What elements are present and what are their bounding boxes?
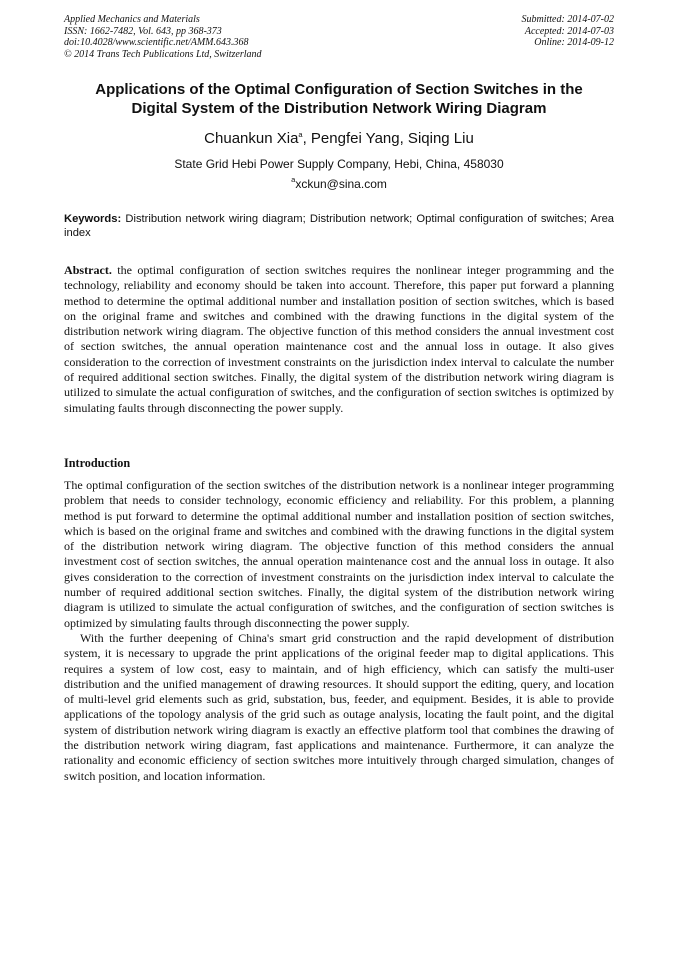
keywords-section [64, 212, 614, 240]
introduction-heading: Introduction [64, 456, 131, 470]
journal-name: Applied Mechanics and Materials [64, 14, 200, 25]
doi: doi:10.4028/www.scientific.net/AMM.643.368 [64, 37, 249, 48]
keywords-text: Distribution network wiring diagram; Distribution network; Optimal configuration of switches; Area index [64, 213, 615, 239]
accepted-date: Accepted: 2014-07-03 [524, 25, 614, 37]
title-line-2: Digital System of the Distribution Network Wiring Diagram [131, 100, 547, 117]
author-first-superscript: a [298, 130, 303, 139]
online-date: Online: 2014-09-12 [534, 37, 614, 48]
introduction-paragraph-2: With the further deepening of China's smart grid construction and the rapid development of distribution system, it is necessary to upgrade the print applications of the original feeder map to digital applications. This requires a system of low cost, easy to maintain, and of high efficiency, which can satisfy the multi-user distribution and the unified management of drawing resources. It should support the editing, query, and location of multi-level grid elements such as grid, substation, bus, feeder, and equipment. Besides, it is able to provide applications of the topology analysis of the grid such as outage analysis, locating the fault point, and the digital system of distribution network wiring diagram is exactly an effective platform tool that combines the drawing of the distribution network wiring diagram, fast applications and maintenance. Furthermore, it can analyze the rationality and economic efficiency of section switches more intuitively through charged simulation, changes of switch position, and location information. [64, 630, 614, 783]
issn-volume-pages: ISSN: 1662-7482, Vol. 643, pp 368-373 [64, 25, 222, 37]
abstract-label: Abstract. [64, 263, 112, 277]
journal-info [64, 14, 262, 60]
copyright: © 2014 Trans Tech Publications Ltd, Switzerland [64, 48, 262, 60]
author-list [64, 130, 614, 148]
abstract-text: the optimal configuration of section switches requires the nonlinear integer programming and the technology, reliability and economy should be taken into account. Therefore, this paper put forward a planning method to determine the optimal additional number and installation position of section switches, which is based on the original frame and switches and combined with the drawing functions in the digital system of the distribution network wiring diagram. The objective function of this method considers the annual investment cost of section switches, the annual operation maintenance cost and the annual loss in outage. It also gives consideration to the correction of investment constraints on the jurisdiction index interval to calculate the number of required additional section switches. Finally, the digital system of the distribution network wiring diagram is utilized to simulate the actual configuration of switches, and the configuration of section switches is optimized by simulating faults through disconnecting the power supply. [64, 263, 614, 415]
email-line [64, 177, 614, 192]
email-superscript: a [291, 175, 296, 184]
author-first: Chuankun Xia [204, 130, 299, 147]
submitted-date: Submitted: 2014-07-02 [521, 14, 614, 25]
email-address: xckun@sina.com [295, 177, 387, 191]
author-rest: , Pengfei Yang, Siqing Liu [302, 130, 474, 147]
affiliation: State Grid Hebi Power Supply Company, Hebi, China, 458030 [174, 157, 504, 171]
keywords-label: Keywords: [64, 213, 122, 225]
paper-title [64, 80, 614, 118]
submission-dates [522, 14, 615, 49]
title-line-1: Applications of the Optimal Configuration of Section Switches in the [95, 81, 583, 98]
abstract-section [64, 263, 614, 416]
introduction-paragraph-1: The optimal configuration of the section switches of the distribution network is a nonlinear integer programming problem that needs to consider technology, economic efficiency and reliability. For this problem, a planning method is put forward to determine the optimal additional number and installation position of section switches, which is based on the original frame and switches and combined with the drawing functions in the digital system of the distribution network wiring diagram. The objective function of this method considers the annual investment cost of section switches, the annual operation maintenance cost and the annual loss in outage. It also gives consideration to the correction of investment constraints on the jurisdiction index interval to calculate the number of required additional section switches. Finally, the digital system of the distribution network wiring diagram is utilized to simulate the actual configuration of switches, and the configuration of section switches is optimized by simulating faults through disconnecting the power supply. [64, 478, 614, 630]
introduction-body [64, 478, 614, 784]
